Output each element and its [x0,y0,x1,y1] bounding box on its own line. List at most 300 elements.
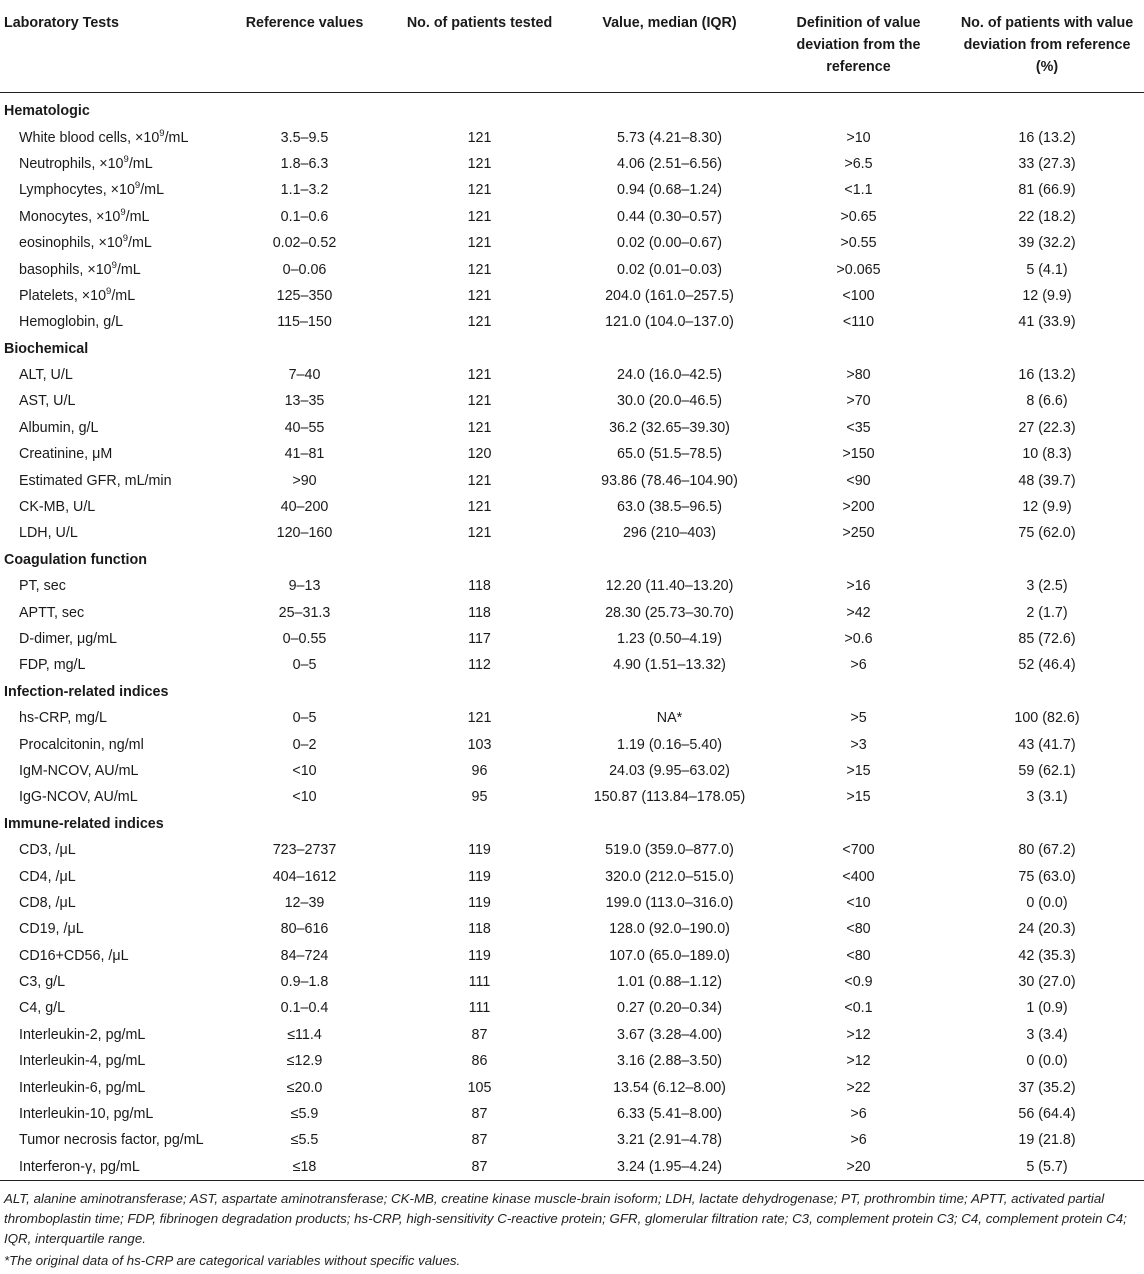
deviation-definition-cell: <110 [842,314,875,331]
header-deviation-definition: Definition of value deviation from the reference [796,15,921,75]
deviation-definition-cell: <1.1 [844,182,873,199]
test-name: Neutrophils, ×10 [19,155,124,172]
patients-tested-cell: 121 [467,208,492,225]
test-name-cell [0,705,222,731]
patients-tested-cell: 119 [468,842,491,859]
unit-exponent: 9 [111,259,117,271]
reference-value-cell: 1.1–3.2 [280,182,329,199]
test-name-cell [0,573,222,599]
deviation-definition-cell: <90 [846,472,871,489]
deviation-count-cell: 16 (13.2) [1018,367,1076,384]
test-name: IgG-NCOV, AU/mL [19,789,138,806]
deviation-count-cell: 81 (66.9) [1018,182,1076,199]
deviation-definition-cell: <0.9 [844,974,873,991]
deviation-count-cell: 3 (3.4) [1026,1026,1068,1043]
deviation-definition-cell: <400 [842,868,875,885]
median-iqr-cell: 28.30 (25.73–30.70) [605,604,734,621]
test-name-cell [0,916,222,942]
test-name-cell [0,177,222,203]
deviation-count-cell: 12 (9.9) [1022,499,1072,516]
deviation-count-cell: 22 (18.2) [1018,208,1076,225]
patients-tested-cell: 86 [471,1053,488,1070]
unit-suffix: /mL [128,155,153,172]
table-row [0,441,1144,467]
section-title: Coagulation function [4,551,147,568]
header-deviation-count: No. of patients with value deviation from reference (%) [960,15,1134,75]
median-iqr-cell: 3.16 (2.88–3.50) [617,1053,722,1070]
unit-exponent: 9 [122,233,129,245]
reference-value-cell: 125–350 [276,287,333,304]
patients-tested-cell: 119 [468,868,491,885]
section-heading-row [0,98,1144,124]
header-reference-values: Reference values [245,15,364,31]
median-iqr-cell: 93.86 (78.46–104.90) [601,472,738,489]
deviation-definition-cell: <100 [842,287,875,304]
median-iqr-cell: 5.73 (4.21–8.30) [617,129,722,146]
test-name: CD3, /μL [19,842,76,859]
median-iqr-cell: 128.0 (92.0–190.0) [609,921,730,938]
reference-value-cell: <10 [292,789,317,806]
deviation-definition-cell: >16 [846,578,871,595]
test-name-cell [0,1101,222,1127]
median-iqr-cell: 3.67 (3.28–4.00) [617,1026,722,1043]
test-name: Interleukin-10, pg/mL [19,1106,154,1123]
unit-suffix: /mL [128,235,152,252]
test-name-cell [0,151,222,177]
deviation-definition-cell: >3 [850,736,867,753]
test-name-cell [0,204,222,230]
table-row [0,652,1144,678]
unit-exponent: 9 [106,286,112,298]
deviation-definition-cell: >6 [850,1132,867,1149]
test-name: LDH, U/L [19,525,78,542]
patients-tested-cell: 87 [471,1106,488,1123]
deviation-count-cell: 1 (0.9) [1026,1000,1068,1017]
deviation-count-cell: 3 (2.5) [1026,578,1068,595]
test-name: FDP, mg/L [19,657,86,674]
median-iqr-cell: 4.90 (1.51–13.32) [613,657,726,674]
reference-value-cell: 0.1–0.6 [280,208,329,225]
table-row [0,1048,1144,1074]
test-name-cell [0,995,222,1021]
unit-suffix: /mL [125,208,150,225]
patients-tested-cell: 121 [467,261,492,278]
deviation-count-cell: 80 (67.2) [1018,842,1076,859]
deviation-definition-cell: >200 [842,499,875,516]
table-row [0,969,1144,995]
reference-value-cell: ≤12.9 [286,1053,323,1070]
test-name: C3, g/L [19,974,66,991]
deviation-count-cell: 39 (32.2) [1018,235,1076,252]
deviation-count-cell: 41 (33.9) [1018,314,1076,331]
median-iqr-cell: 4.06 (2.51–6.56) [617,155,722,172]
reference-value-cell: 0.02–0.52 [272,235,337,252]
deviation-definition-cell: >12 [846,1053,871,1070]
deviation-definition-cell: >15 [846,789,871,806]
test-name: Interleukin-4, pg/mL [19,1053,146,1070]
patients-tested-cell: 121 [467,710,492,727]
median-iqr-cell: 30.0 (20.0–46.5) [617,393,722,410]
table-row [0,362,1144,388]
patients-tested-cell: 111 [468,1000,491,1017]
reference-value-cell: 115–150 [277,314,332,331]
test-name-cell [0,784,222,810]
deviation-count-cell: 59 (62.1) [1018,762,1076,779]
deviation-definition-cell: >5 [850,710,867,727]
reference-value-cell: 723–2737 [272,842,337,859]
deviation-count-cell: 33 (27.3) [1018,155,1076,172]
deviation-definition-cell: >12 [846,1026,871,1043]
unit-exponent: 9 [134,180,141,192]
test-name-cell [0,1127,222,1153]
patients-tested-cell: 121 [467,287,492,304]
table-row [0,204,1144,230]
deviation-count-cell: 2 (1.7) [1026,604,1068,621]
reference-value-cell: 1.8–6.3 [280,155,329,172]
median-iqr-cell: 12.20 (11.40–13.20) [605,578,734,595]
section-title: Hematologic [4,103,90,120]
deviation-definition-cell: >6 [850,657,867,674]
unit-exponent: 9 [159,127,165,139]
table-row [0,388,1144,414]
reference-value-cell: 40–200 [280,499,329,516]
patients-tested-cell: 121 [467,499,492,516]
deviation-count-cell: 75 (63.0) [1018,868,1076,885]
reference-value-cell: 3.5–9.5 [280,129,329,146]
reference-value-cell: 9–13 [288,578,321,595]
table-row [0,230,1144,256]
test-name: eosinophils, ×10 [19,235,123,252]
test-name-cell [0,1154,222,1180]
test-name-cell [0,943,222,969]
table-header [0,0,1144,92]
test-name: CK-MB, U/L [19,499,96,516]
reference-value-cell: >90 [292,472,317,489]
reference-value-cell: 0.9–1.8 [280,974,329,991]
test-name-cell [0,1048,222,1074]
table-row [0,890,1144,916]
table-row [0,415,1144,441]
table-row [0,784,1144,810]
patients-tested-cell: 121 [467,235,492,252]
reference-value-cell: 404–1612 [272,868,337,885]
test-name-cell [0,890,222,916]
deviation-count-cell: 42 (35.3) [1018,947,1076,964]
patients-tested-cell: 121 [467,314,492,331]
section-title: Immune-related indices [4,815,164,832]
deviation-definition-cell: >0.55 [840,235,877,252]
test-name: IgM-NCOV, AU/mL [19,762,139,779]
patients-tested-cell: 103 [467,736,492,753]
reference-value-cell: 7–40 [288,367,321,384]
test-name: C4, g/L [19,1000,66,1017]
reference-value-cell: 12–39 [284,894,325,911]
deviation-count-cell: 5 (4.1) [1026,261,1068,278]
test-name-cell [0,837,222,863]
header-median-iqr: Value, median (IQR) [602,15,737,31]
median-iqr-cell: 199.0 (113.0–316.0) [605,894,734,911]
reference-value-cell: ≤5.9 [290,1106,319,1123]
deviation-definition-cell: >15 [846,762,871,779]
abbreviations-footnote: ALT, alanine aminotransferase; AST, aspartate aminotransferase; CK-MB, creatine kinase muscle-brain isoform; LDH, lactate dehydrogenase; PT, prothrombin time; APTT, activated partial thromboplastin time; FDP, fibrinogen degradation products; hs-CRP, high-sensitivity C-reactive protein; GFR, glomerular filtration rate; C3, complement protein C3; C4, complement protein C4; IQR, interquartile range. [4,1190,1127,1246]
table-row [0,863,1144,889]
patients-tested-cell: 118 [468,604,491,621]
median-iqr-cell: 36.2 (32.65–39.30) [609,419,730,436]
deviation-definition-cell: >6 [850,1106,867,1123]
table-row [0,151,1144,177]
reference-value-cell: 41–81 [284,446,325,463]
unit-suffix: /mL [116,261,141,278]
test-name-cell [0,467,222,493]
test-name: Albumin, g/L [19,419,99,436]
reference-value-cell: 0–2 [292,736,317,753]
unit-exponent: 9 [123,154,129,166]
test-name: D-dimer, μg/mL [19,631,118,647]
test-name-cell [0,415,222,441]
test-name-cell [0,731,222,757]
table-row [0,1074,1144,1100]
patients-tested-cell: 121 [467,155,492,172]
section-heading-row [0,679,1144,705]
deviation-definition-cell: >20 [767,1154,950,1180]
unit-suffix: /mL [164,129,189,146]
table-row [0,1154,1144,1180]
median-iqr-cell: 320.0 (212.0–515.0) [605,868,734,885]
table-footnotes [0,1181,1144,1271]
patients-tested-cell: 96 [471,762,488,779]
test-name-cell [0,494,222,520]
test-name: hs-CRP, mg/L [19,710,107,727]
deviation-definition-cell: <10 [846,894,871,911]
test-name-cell [0,283,222,309]
patients-tested-cell: 118 [468,578,491,595]
patients-tested-cell: 87 [471,1026,488,1043]
reference-value-cell: 0–5 [292,657,317,674]
test-name: Platelets, ×10 [19,287,107,304]
reference-value-cell: 120–160 [276,525,333,542]
reference-value-cell: 80–616 [280,921,329,938]
reference-value-cell: 0.1–0.4 [280,1000,329,1017]
deviation-definition-cell: <80 [846,921,871,938]
deviation-definition-cell: <0.1 [844,1000,873,1017]
patients-tested-cell: 121 [467,129,492,146]
median-iqr-cell: 519.0 (359.0–877.0) [605,842,734,859]
median-iqr-cell: 65.0 (51.5–78.5) [617,446,722,463]
deviation-count-cell: 30 (27.0) [1018,974,1076,991]
table-body [0,92,1144,1180]
deviation-count-cell: 12 (9.9) [1022,287,1072,304]
deviation-count-cell: 8 (6.6) [1026,393,1068,410]
section-title: Infection-related indices [4,683,169,700]
median-iqr-cell: 121.0 (104.0–137.0) [605,314,734,331]
median-iqr-cell: 3.21 (2.91–4.78) [617,1132,722,1149]
test-name-cell [0,652,222,678]
median-iqr-cell: 1.19 (0.16–5.40) [617,736,722,753]
test-name-cell [0,362,222,388]
deviation-count-cell: 24 (20.3) [1018,921,1076,938]
test-name: basophils, ×10 [19,261,112,278]
unit-exponent: 9 [120,206,126,218]
median-iqr-cell: 107.0 (65.0–189.0) [609,947,730,964]
test-name: Interleukin-2, pg/mL [19,1026,146,1043]
patients-tested-cell: 121 [467,525,492,542]
reference-value-cell: ≤18 [222,1154,387,1180]
test-name: Monocytes, ×10 [19,208,121,225]
median-iqr-cell: NA* [656,710,683,727]
test-name: CD19, /μL [19,921,84,938]
table-row [0,256,1144,282]
section-heading-row [0,336,1144,362]
deviation-count-cell: 48 (39.7) [1018,472,1076,489]
table-row [0,995,1144,1021]
deviation-definition-cell: >0.065 [836,261,881,278]
test-name-cell [0,309,222,335]
test-name: Hemoglobin, g/L [19,314,124,331]
deviation-definition-cell: >22 [846,1079,871,1096]
deviation-count-cell: 5 (5.7) [950,1154,1144,1180]
test-name: Interferon-γ, pg/mL [19,1158,140,1175]
reference-value-cell: ≤5.5 [290,1132,319,1149]
reference-value-cell: ≤11.4 [287,1026,322,1043]
deviation-definition-cell: >0.6 [844,631,873,647]
reference-value-cell: ≤20.0 [286,1079,323,1096]
deviation-count-cell: 56 (64.4) [1018,1106,1076,1123]
deviation-definition-cell: <80 [846,947,871,964]
deviation-count-cell: 85 (72.6) [1018,631,1076,647]
patients-tested-cell: 87 [471,1132,488,1149]
reference-value-cell: 84–724 [280,947,329,964]
hs-crp-footnote: *The original data of hs-CRP are categorical variables without specific values. [4,1252,461,1268]
patients-tested-cell: 118 [468,921,491,938]
section-heading-row [0,547,1144,573]
test-name-cell [0,388,222,414]
deviation-count-cell: 0 (0.0) [1026,894,1068,911]
table-row [0,494,1144,520]
median-iqr-cell: 24.0 (16.0–42.5) [617,367,722,384]
reference-value-cell: 40–55 [284,419,325,436]
test-name-cell [0,230,222,256]
deviation-definition-cell: >70 [846,393,871,410]
test-name: Creatinine, μM [19,446,113,463]
header-patients-tested: No. of patients tested [406,15,553,31]
deviation-count-cell: 3 (3.1) [1026,789,1068,806]
table-row [0,599,1144,625]
unit-suffix: /mL [111,287,136,304]
deviation-count-cell: 43 (41.7) [1018,736,1076,753]
deviation-definition-cell: >10 [846,129,871,146]
test-name: Procalcitonin, ng/ml [19,736,144,753]
test-name: APTT, sec [19,604,85,621]
deviation-count-cell: 0 (0.0) [1026,1053,1068,1070]
table-row [0,177,1144,203]
reference-value-cell: 25–31.3 [278,604,331,621]
deviation-definition-cell: >150 [842,446,875,463]
reference-value-cell: 0–5 [292,710,317,727]
table-row [0,283,1144,309]
table-row [0,731,1144,757]
table-row [0,124,1144,150]
table-row [0,1022,1144,1048]
test-name: CD4, /μL [19,868,76,885]
table-row [0,626,1144,652]
test-name-cell [0,1074,222,1100]
median-iqr-cell: 3.24 (1.95–4.24) [572,1154,767,1180]
test-name-cell [0,863,222,889]
deviation-count-cell: 100 (82.6) [1014,710,1080,727]
unit-suffix: /mL [140,182,165,199]
test-name: CD16+CD56, /μL [19,947,129,964]
test-name: Lymphocytes, ×10 [19,182,135,199]
patients-tested-cell: 111 [468,974,491,991]
patients-tested-cell: 95 [471,789,488,806]
median-iqr-cell: 150.87 (113.84–178.05) [593,789,746,806]
deviation-definition-cell: <35 [846,419,871,436]
deviation-definition-cell: >42 [846,604,871,621]
test-name-cell [0,124,222,150]
patients-tested-cell: 121 [467,419,492,436]
median-iqr-cell: 1.01 (0.88–1.12) [617,974,722,991]
test-name-cell [0,520,222,546]
test-name: Tumor necrosis factor, pg/mL [19,1132,204,1149]
patients-tested-cell: 120 [467,446,492,463]
deviation-count-cell: 27 (22.3) [1018,419,1076,436]
patients-tested-cell: 105 [467,1079,492,1096]
median-iqr-cell: 0.02 (0.00–0.67) [617,235,722,252]
deviation-definition-cell: <700 [842,842,875,859]
deviation-definition-cell: >6.5 [844,155,873,172]
header-laboratory-tests: Laboratory Tests [4,15,119,31]
median-iqr-cell: 1.23 (0.50–4.19) [617,631,722,647]
test-name: Estimated GFR, mL/min [19,472,172,489]
section-title: Biochemical [4,340,89,357]
test-name: ALT, U/L [19,367,73,384]
reference-value-cell: <10 [292,762,317,779]
table-row [0,467,1144,493]
test-name: Interleukin-6, pg/mL [19,1079,146,1096]
median-iqr-cell: 204.0 (161.0–257.5) [605,287,734,304]
test-name: White blood cells, ×10 [19,129,160,146]
test-name-cell [0,758,222,784]
median-iqr-cell: 0.94 (0.68–1.24) [617,182,722,199]
table-row [0,1127,1144,1153]
section-heading-row [0,811,1144,837]
patients-tested-cell: 119 [468,947,491,964]
deviation-definition-cell: >80 [846,367,871,384]
reference-value-cell: 0–0.55 [282,631,327,647]
table-row [0,309,1144,335]
patients-tested-cell: 121 [467,182,492,199]
patients-tested-cell: 87 [387,1154,572,1180]
table-row [0,520,1144,546]
patients-tested-cell: 112 [468,657,491,674]
median-iqr-cell: 296 (210–403) [622,525,716,542]
table-row [0,1101,1144,1127]
test-name-cell [0,969,222,995]
reference-value-cell: 0–0.06 [282,261,327,278]
table-row [0,705,1144,731]
patients-tested-cell: 121 [467,393,492,410]
table-row [0,943,1144,969]
test-name: PT, sec [19,578,66,595]
deviation-definition-cell: >250 [842,525,875,542]
deviation-count-cell: 75 (62.0) [1018,525,1076,542]
table-row [0,573,1144,599]
test-name-cell [0,1022,222,1048]
median-iqr-cell: 24.03 (9.95–63.02) [609,762,730,779]
deviation-count-cell: 19 (21.8) [1018,1132,1076,1149]
median-iqr-cell: 63.0 (38.5–96.5) [617,499,722,516]
deviation-count-cell: 52 (46.4) [1018,657,1076,674]
